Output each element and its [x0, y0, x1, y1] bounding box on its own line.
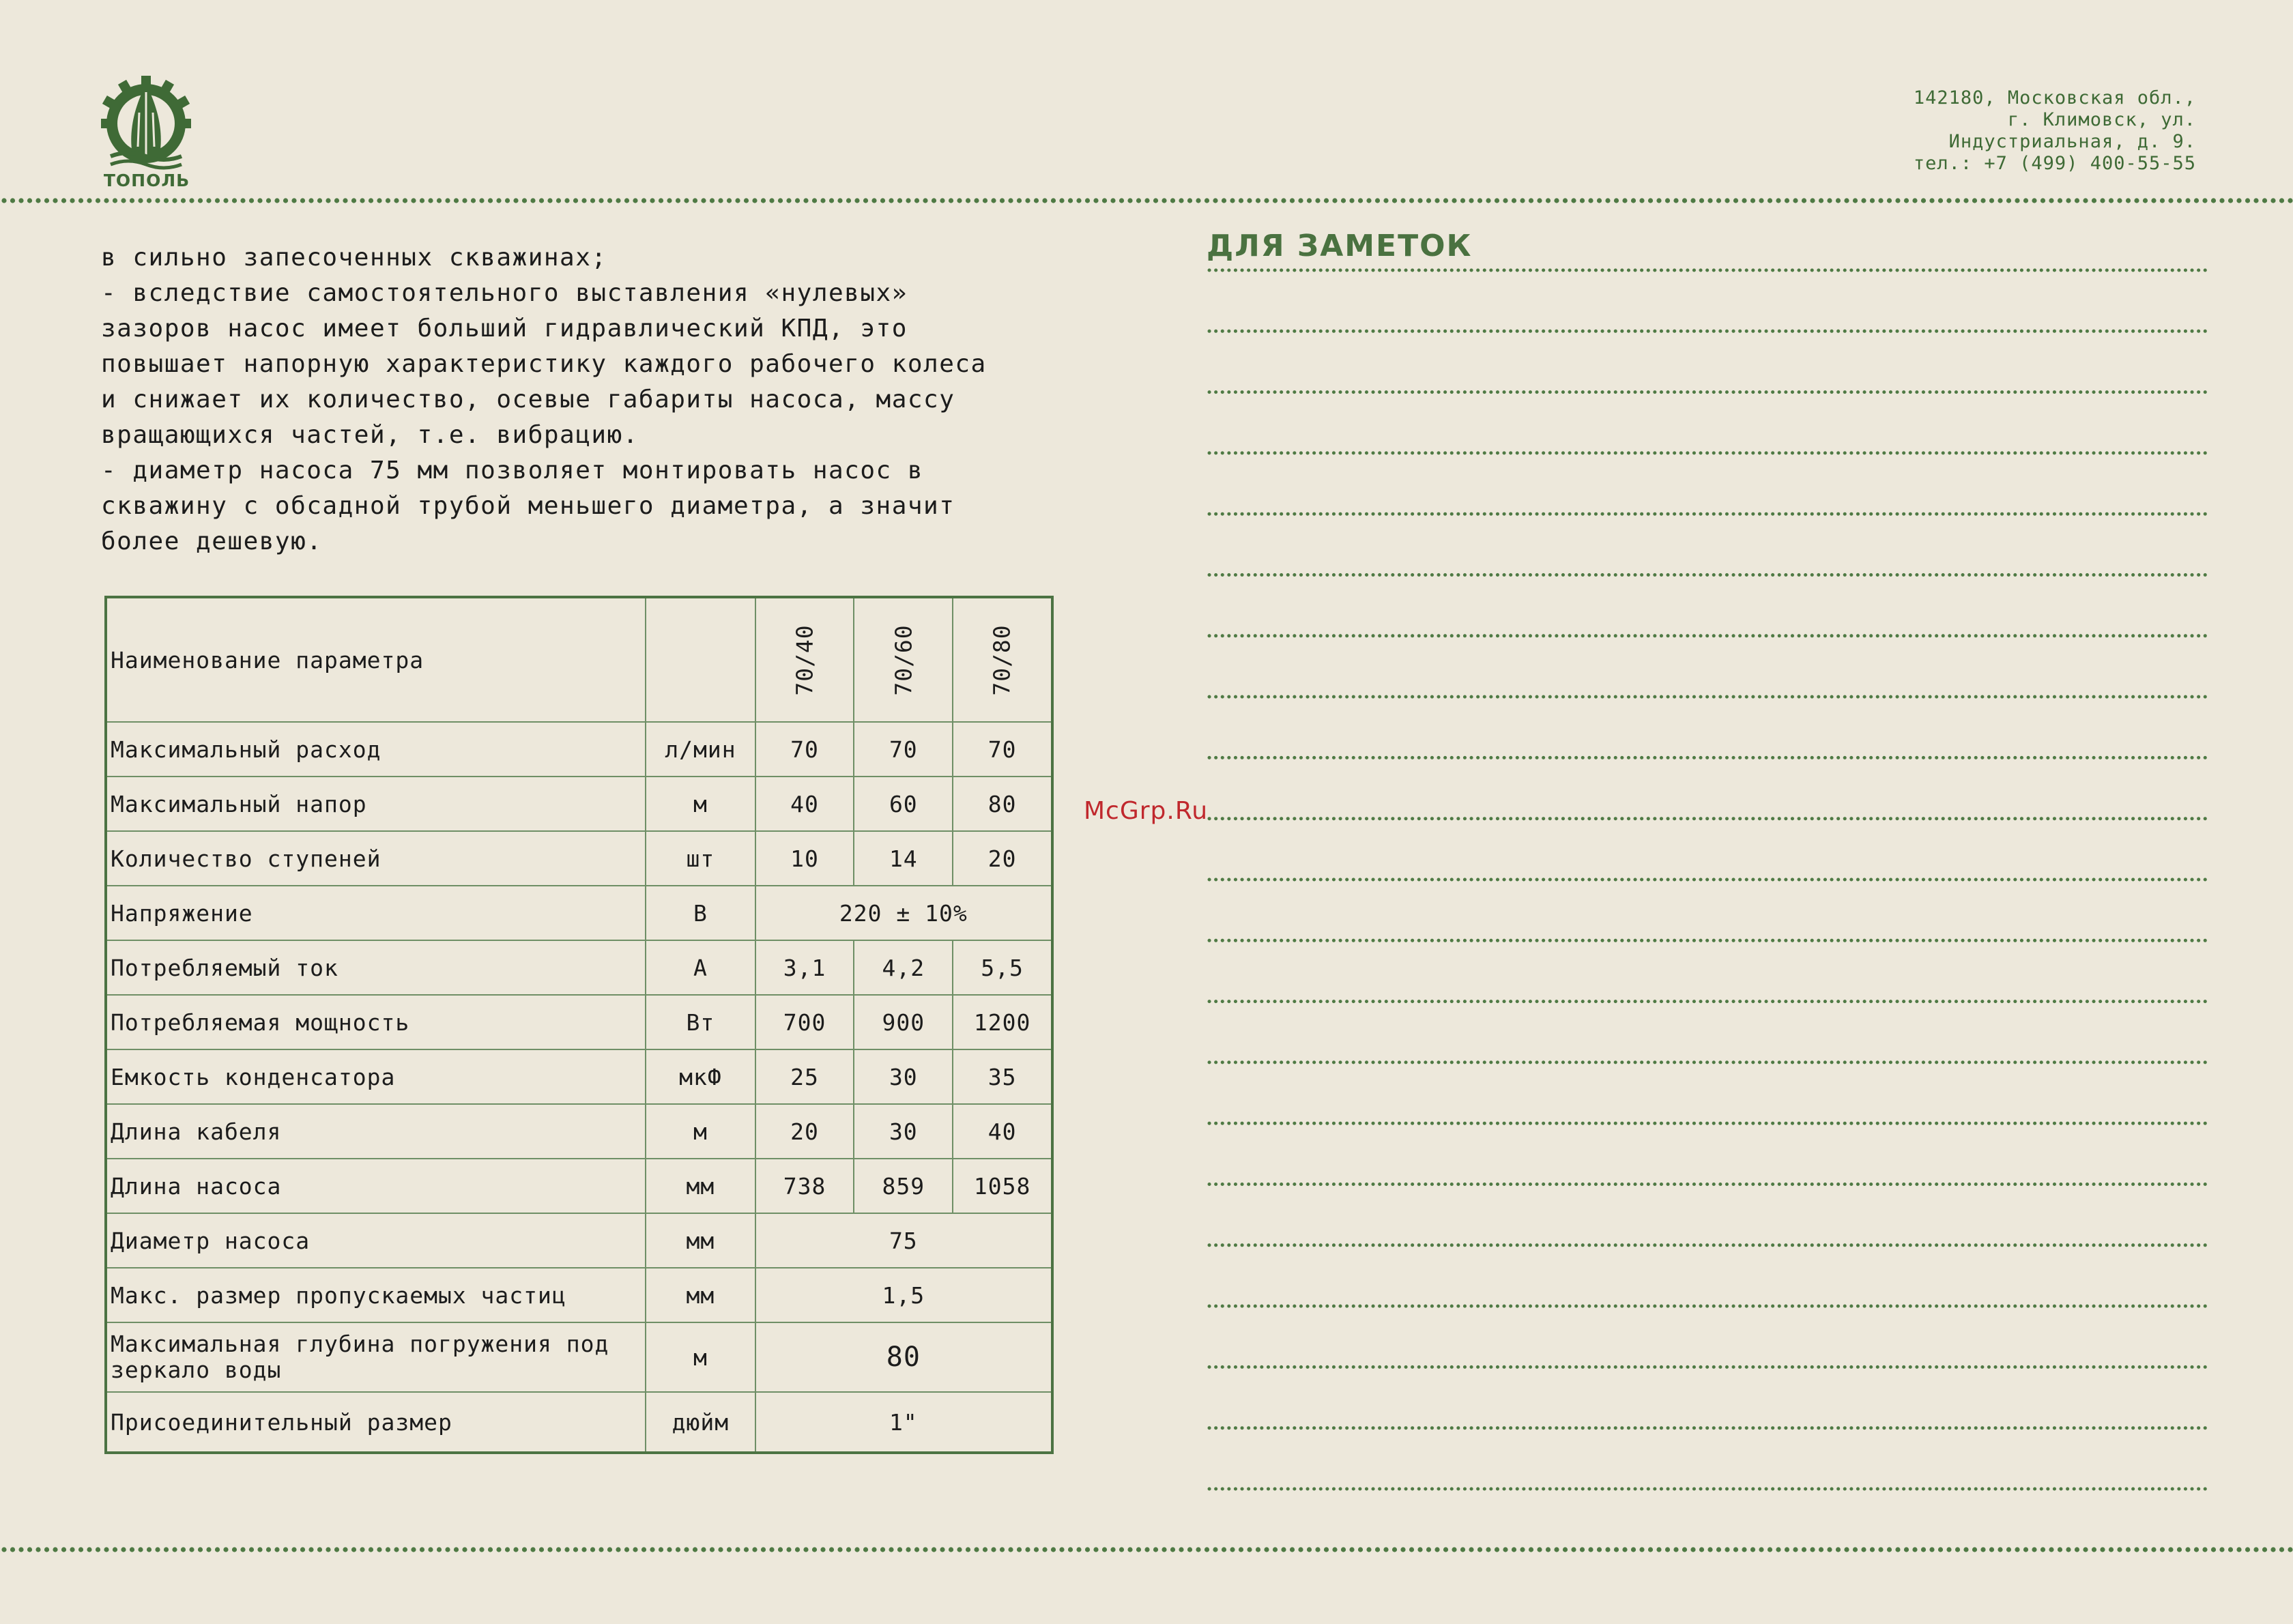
address-line: 142180, Московская обл.,: [1913, 87, 2196, 108]
table-row: [106, 995, 1052, 1049]
param-name: Максимальный расход: [106, 722, 646, 777]
table-row: [106, 886, 1052, 940]
param-value: 20: [755, 1104, 854, 1159]
intro-line: в сильно запесоченных скважинах;: [101, 244, 607, 272]
watermark: McGrp.Ru: [1084, 797, 1209, 825]
param-value: 70: [953, 722, 1052, 777]
pump-specs-table: [104, 596, 1054, 1454]
notes-lines: [1207, 267, 2213, 1503]
param-value: 20: [953, 831, 1052, 886]
table-row: [106, 1268, 1052, 1322]
param-value: 4,2: [854, 940, 953, 995]
param-name: Присоединительный размер: [106, 1392, 646, 1453]
param-value: 738: [755, 1159, 854, 1213]
header-model: [854, 597, 953, 722]
table-row: [106, 831, 1052, 886]
bottom-dotted-divider: [0, 1546, 2293, 1554]
param-value: 700: [755, 995, 854, 1049]
param-value: 75: [755, 1213, 1052, 1268]
param-name: Количество ступеней: [106, 831, 646, 886]
param-name: Емкость конденсатора: [106, 1049, 646, 1104]
param-unit: Вт: [646, 995, 755, 1049]
table-header-row: [106, 597, 1052, 722]
intro-line: - диаметр насоса 75 мм позволяет монтировать насос в: [101, 456, 924, 484]
param-name: Напряжение: [106, 886, 646, 940]
param-value: 70: [755, 722, 854, 777]
intro-line: - вследствие самостоятельного выставления «нулевых»: [101, 279, 908, 307]
address-line: г. Климовск, ул.: [2007, 109, 2196, 130]
address-line: Индустриальная, д. 9.: [1948, 131, 2196, 152]
param-name: Потребляемая мощность: [106, 995, 646, 1049]
top-dotted-divider: [0, 197, 2293, 205]
param-unit: мм: [646, 1213, 755, 1268]
param-value: 40: [755, 777, 854, 831]
param-value: 1200: [953, 995, 1052, 1049]
table-row: [106, 1049, 1052, 1104]
param-value: 1058: [953, 1159, 1052, 1213]
param-unit: мкФ: [646, 1049, 755, 1104]
intro-line: зазоров насос имеет больший гидравлический КПД, это: [101, 315, 908, 343]
param-value: 35: [953, 1049, 1052, 1104]
table-row: [106, 1104, 1052, 1159]
intro-text: [101, 240, 1056, 560]
model-label: 70/80: [989, 624, 1016, 696]
intro-line: более дешевую.: [101, 527, 323, 555]
param-value: 5,5: [953, 940, 1052, 995]
param-unit: В: [646, 886, 755, 940]
param-unit: шт: [646, 831, 755, 886]
param-value: 859: [854, 1159, 953, 1213]
param-value: 30: [854, 1104, 953, 1159]
intro-line: повышает напорную характеристику каждого рабочего колеса: [101, 350, 987, 378]
address-phone: тел.: +7 (499) 400-55-55: [1913, 153, 2196, 174]
param-value: 25: [755, 1049, 854, 1104]
param-unit: л/мин: [646, 722, 755, 777]
intro-line: и снижает их количество, осевые габариты насоса, массу: [101, 386, 955, 414]
table-row: [106, 1213, 1052, 1268]
header-model: [755, 597, 854, 722]
param-value: 1": [755, 1392, 1052, 1453]
header-unit: [646, 597, 755, 722]
model-label: 70/60: [890, 624, 917, 696]
param-unit: мм: [646, 1159, 755, 1213]
param-value: 70: [854, 722, 953, 777]
param-value: 220 ± 10%: [755, 886, 1052, 940]
param-unit: м: [646, 1104, 755, 1159]
param-name: Диаметр насоса: [106, 1213, 646, 1268]
table-row: [106, 1159, 1052, 1213]
intro-line: вращающихся частей, т.е. вибрацию.: [101, 421, 639, 449]
table-row: [106, 1322, 1052, 1392]
param-value: 900: [854, 995, 953, 1049]
table-row: [106, 722, 1052, 777]
notes-title: ДЛЯ ЗАМЕТОК: [1207, 229, 1473, 263]
brand-name: ТОПОЛЬ: [103, 171, 190, 190]
param-unit: м: [646, 777, 755, 831]
param-unit: дюйм: [646, 1392, 755, 1453]
param-value: 30: [854, 1049, 953, 1104]
header-model: [953, 597, 1052, 722]
param-value: 80: [953, 777, 1052, 831]
param-name: Максимальный напор: [106, 777, 646, 831]
param-name: Макс. размер пропускаемых частиц: [106, 1268, 646, 1322]
company-address: [1914, 87, 2196, 175]
param-unit: мм: [646, 1268, 755, 1322]
model-label: 70/40: [791, 624, 818, 696]
param-value: 1,5: [755, 1268, 1052, 1322]
param-value: 40: [953, 1104, 1052, 1159]
header-param: Наименование параметра: [106, 597, 646, 722]
param-value: 3,1: [755, 940, 854, 995]
table-row: [106, 1392, 1052, 1453]
table-row: [106, 777, 1052, 831]
param-name: Длина насоса: [106, 1159, 646, 1213]
param-unit: м: [646, 1322, 755, 1392]
table-row: [106, 940, 1052, 995]
param-name: Потребляемый ток: [106, 940, 646, 995]
param-value: 14: [854, 831, 953, 886]
param-name: Длина кабеля: [106, 1104, 646, 1159]
param-value: 10: [755, 831, 854, 886]
param-unit: А: [646, 940, 755, 995]
param-name: Максимальная глубина погружения под зеркало воды: [106, 1322, 646, 1392]
intro-line: скважину с обсадной трубой меньшего диаметра, а значит: [101, 492, 955, 520]
param-value: 80: [755, 1322, 1052, 1392]
param-value: 60: [854, 777, 953, 831]
